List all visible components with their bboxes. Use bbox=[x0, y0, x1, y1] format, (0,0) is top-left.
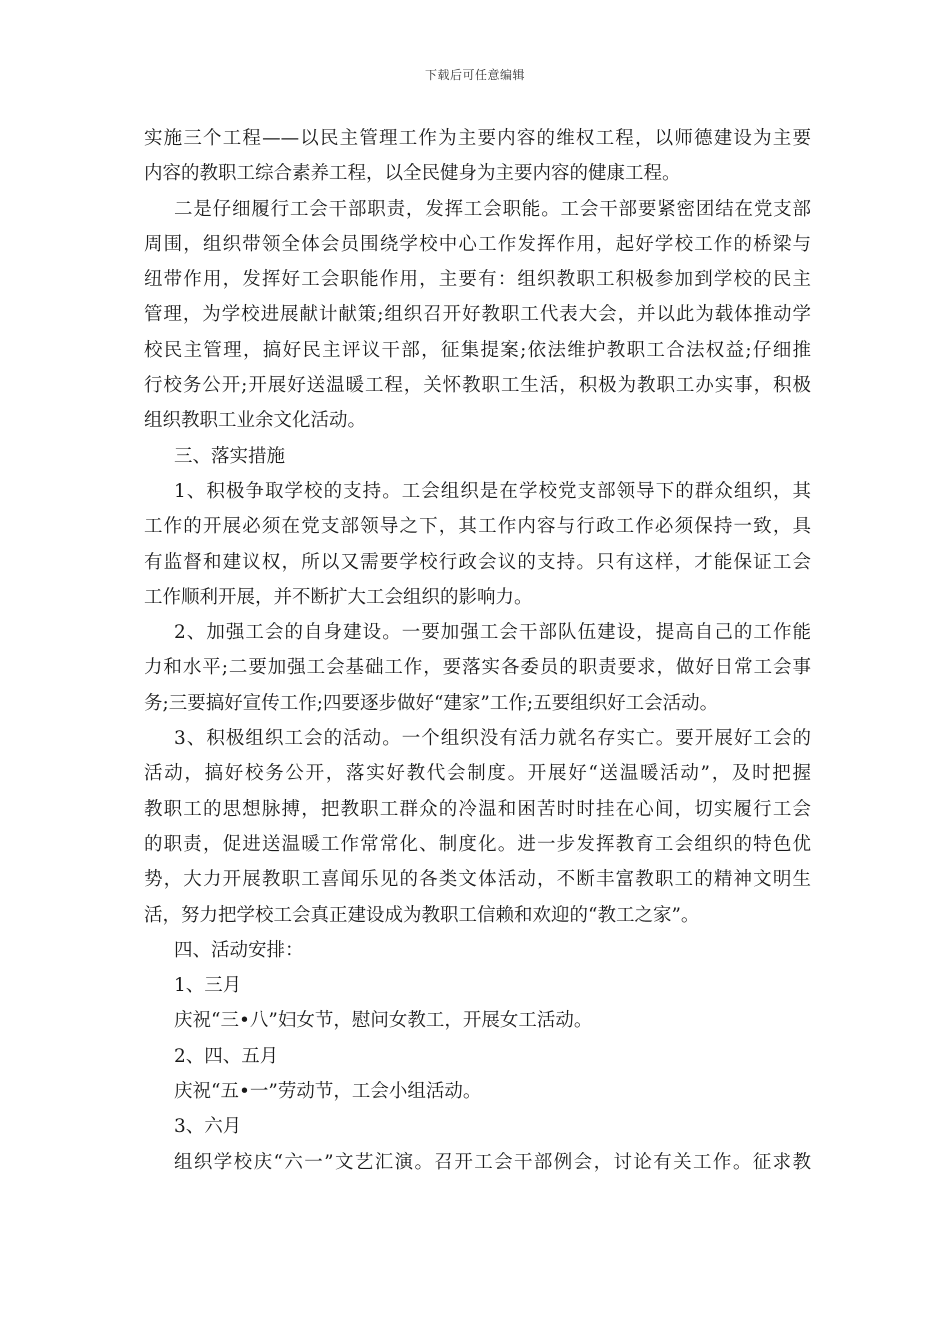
text-line: 3、积极组织工会的活动。一个组织没有活力就名存实亡。要开展好工会的 bbox=[174, 728, 811, 750]
text-line: 周围，组织带领全体会员围绕学校中心工作发挥作用，起好学校工作的桥梁与 bbox=[144, 233, 811, 255]
text-line: 1、三月 bbox=[174, 975, 242, 997]
text-line: 庆祝“五•一”劳动节，工会小组活动。 bbox=[174, 1081, 482, 1103]
text-line: 组织学校庆“六一”文艺汇演。召开工会干部例会，讨论有关工作。征求教 bbox=[174, 1151, 811, 1173]
text-line: 有监督和建议权，所以又需要学校行政会议的支持。只有这样，才能保证工会 bbox=[144, 551, 811, 573]
text-line: 二是仔细履行工会干部职责，发挥工会职能。工会干部要紧密团结在党支部 bbox=[174, 198, 811, 220]
text-line: 三、落实措施 bbox=[174, 445, 286, 467]
text-line: 工作的开展必须在党支部领导之下，其工作内容与行政工作必须保持一致，具 bbox=[144, 516, 811, 538]
text-line: 活动，搞好校务公开，落实好教代会制度。开展好“送温暖活动”，及时把握 bbox=[144, 763, 811, 785]
text-line: 势，大力开展教职工喜闻乐见的各类文体活动，不断丰富教职工的精神文明生 bbox=[144, 869, 811, 891]
text-line: 组织教职工业余文化活动。 bbox=[144, 410, 367, 432]
text-line: 管理，为学校进展献计献策;组织召开好教职工代表大会，并以此为载体推动学 bbox=[144, 304, 811, 326]
text-line: 纽带作用，发挥好工会职能作用，主要有：组织教职工积极参加到学校的民主 bbox=[144, 269, 811, 291]
text-line: 行校务公开;开展好送温暖工程，关怀教职工生活，积极为教职工办实事，积极 bbox=[144, 375, 811, 397]
text-line: 务;三要搞好宣传工作;四要逐步做好“建家”工作;五要组织好工会活动。 bbox=[144, 692, 719, 714]
text-line: 2、四、五月 bbox=[174, 1045, 279, 1067]
text-line: 力和水平;二要加强工会基础工作，要落实各委员的职责要求，做好日常工会事 bbox=[144, 657, 811, 679]
text-line: 校民主管理，搞好民主评议干部，征集提案;依法维护教职工合法权益;仔细推 bbox=[144, 339, 811, 361]
text-line: 庆祝“三•八”妇女节，慰问女教工，开展女工活动。 bbox=[174, 1010, 593, 1032]
page-header: 下载后可任意编辑 bbox=[424, 68, 525, 82]
document-body bbox=[144, 121, 811, 1180]
text-line: 内容的教职工综合素养工程，以全民健身为主要内容的健康工程。 bbox=[144, 163, 681, 185]
text-line: 工作顺利开展，并不断扩大工会组织的影响力。 bbox=[144, 586, 533, 608]
text-line: 教职工的思想脉搏，把教职工群众的冷温和困苦时时挂在心间，切实履行工会 bbox=[144, 798, 811, 820]
text-line: 实施三个工程——以民主管理工作为主要内容的维权工程，以师德建设为主要 bbox=[144, 128, 811, 149]
text-line: 四、活动安排： bbox=[174, 939, 304, 961]
text-line: 3、六月 bbox=[174, 1116, 242, 1138]
text-line: 的职责，促进送温暖工作常常化、制度化。进一步发挥教育工会组织的特色优 bbox=[144, 833, 811, 855]
text-line: 活，努力把学校工会真正建设成为教职工信赖和欢迎的“教工之家”。 bbox=[144, 904, 700, 926]
text-line: 1、积极争取学校的支持。工会组织是在学校党支部领导下的群众组织，其 bbox=[174, 480, 811, 502]
text-line: 2、加强工会的自身建设。一要加强工会干部队伍建设，提高自己的工作能 bbox=[174, 622, 811, 644]
